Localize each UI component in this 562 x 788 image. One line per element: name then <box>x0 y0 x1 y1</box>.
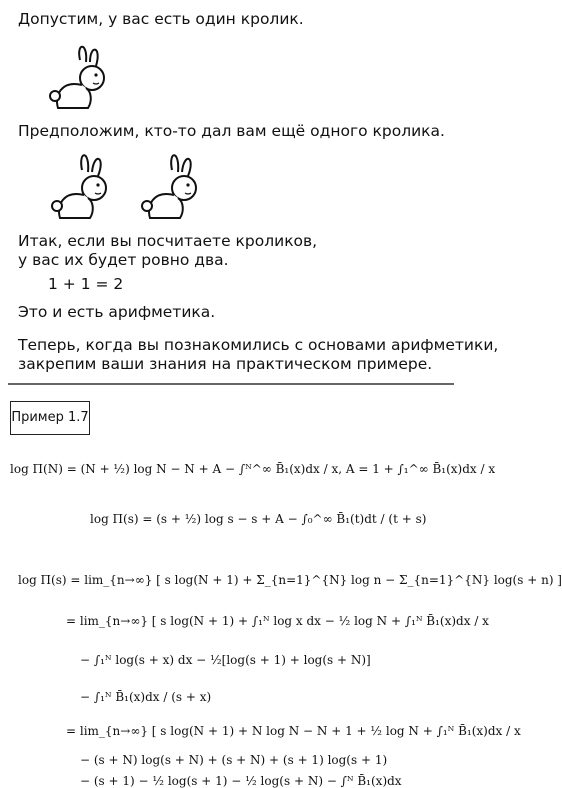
comic-line-5a: Теперь, когда вы познакомились с основами арифметики, <box>18 336 499 354</box>
comic-line-3b: у вас их будет ровно два. <box>18 251 229 269</box>
derivation-line-4: − ∫₁ᴺ B̄₁(x)dx / (s + x) <box>80 690 212 704</box>
formula-1: log Π(N) = (N + ½) log N − N + A − ∫ᴺ^∞ B̄₁(x)dx / x, A = 1 + ∫₁^∞ B̄₁(x)dx / x <box>10 462 496 476</box>
derivation-line-2: = lim_{n→∞} [ s log(N + 1) + ∫₁ᴺ log x dx − ½ log N + ∫₁ᴺ B̄₁(x)dx / x <box>66 614 489 628</box>
equation: 1 + 1 = 2 <box>48 275 124 293</box>
derivation-line-6: − (s + N) log(s + N) + (s + N) + (s + 1) log(s + 1) <box>80 753 388 767</box>
derivation-line-1: log Π(s) = lim_{n→∞} [ s log(N + 1) + Σ_{n=1}^{N} log n − Σ_{n=1}^{N} log(s + n) ] <box>18 573 562 587</box>
bunny-1-illustration <box>50 40 110 115</box>
bunny-2-illustration <box>50 148 110 223</box>
derivation-line-5: = lim_{n→∞} [ s log(N + 1) + N log N − N + 1 + ½ log N + ∫₁ᴺ B̄₁(x)dx / x <box>66 724 521 738</box>
comic-line-2: Предположим, кто-то дал вам ещё одного кролика. <box>18 122 445 140</box>
comic-line-4: Это и есть арифметика. <box>18 303 216 321</box>
bunny-3-illustration <box>140 148 200 223</box>
comic-line-1: Допустим, у вас есть один кролик. <box>18 10 304 28</box>
comic-line-3a: Итак, если вы посчитаете кроликов, <box>18 232 318 250</box>
divider <box>8 383 454 385</box>
formula-2: log Π(s) = (s + ½) log s − s + A − ∫₀^∞ B̄₁(t)dt / (t + s) <box>90 512 427 526</box>
derivation-line-3: − ∫₁ᴺ log(s + x) dx − ½[log(s + 1) + log(s + N)] <box>80 653 371 667</box>
derivation-line-7: − (s + 1) − ½ log(s + 1) − ½ log(s + N) − ∫ᴺ B̄₁(x)dx <box>80 774 402 788</box>
example-label-box: Пример 1.7 <box>10 401 90 435</box>
comic-line-5b: закрепим ваши знания на практическом примере. <box>18 355 433 373</box>
